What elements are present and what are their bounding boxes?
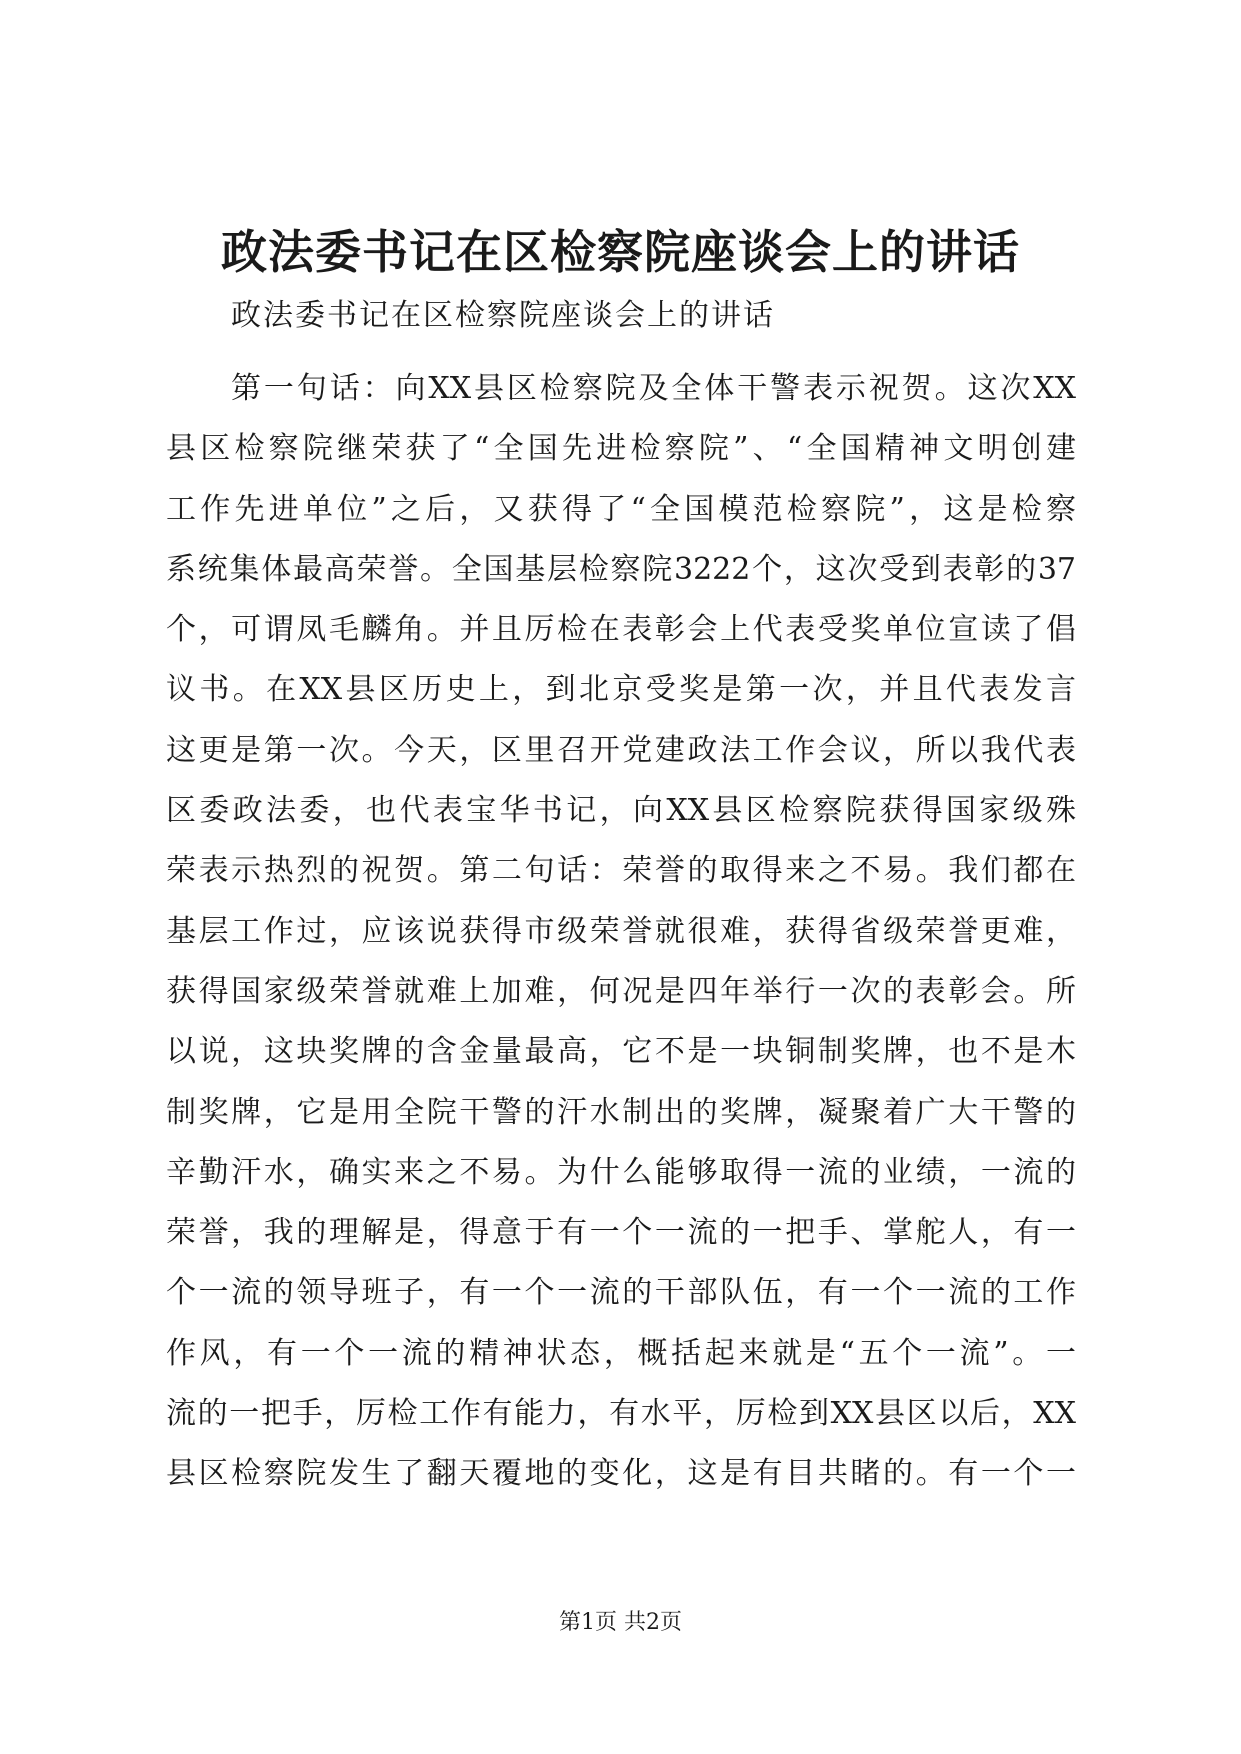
body-line: 个，可谓凤毛麟角。并且厉检在表彰会上代表受奖单位宣读了倡: [166, 612, 1076, 648]
body-line: 个一流的领导班子，有一个一流的干部队伍，有一个一流的工作: [166, 1275, 1076, 1311]
body-line: 基层工作过，应该说获得市级荣誉就很难，获得省级荣誉更难，: [166, 913, 1076, 949]
body-line: 县区检察院继荣获了“全国先进检察院”、“全国精神文明创建: [166, 431, 1076, 467]
body-line: 辛勤汗水，确实来之不易。为什么能够取得一流的业绩，一流的: [166, 1154, 1076, 1190]
body-line: 系统集体最高荣誉。全国基层检察院3222个，这次受到表彰的37: [166, 551, 1076, 587]
body-line: 工作先进单位”之后，又获得了“全国模范检察院”，这是检察: [166, 491, 1076, 527]
body-line: 作风，有一个一流的精神状态，概括起来就是“五个一流”。一: [166, 1335, 1076, 1371]
body-line: 流的一把手，厉检工作有能力，有水平，厉检到XX县区以后，XX: [166, 1396, 1076, 1432]
body-line: 以说，这块奖牌的含金量最高，它不是一块铜制奖牌，也不是木: [166, 1034, 1076, 1070]
body-line: 荣誉，我的理解是，得意于有一个一流的一把手、掌舵人，有一: [166, 1215, 1076, 1251]
document-title: 政法委书记在区检察院座谈会上的讲话: [221, 225, 1020, 279]
body-line: 制奖牌，它是用全院干警的汗水制出的奖牌，凝聚着广大干警的: [166, 1094, 1076, 1130]
body-line: 区委政法委，也代表宝华书记，向XX县区检察院获得国家级殊: [166, 793, 1076, 829]
body-line: 这更是第一次。今天，区里召开党建政法工作会议，所以我代表: [166, 732, 1076, 768]
body-line: 第一句话：向XX县区检察院及全体干警表示祝贺。这次XX: [231, 371, 1076, 406]
body-line: 县区检察院发生了翻天覆地的变化，这是有目共睹的。有一个一: [166, 1456, 1076, 1492]
page-number: 第1页 共2页: [559, 1610, 682, 1635]
body-line: 获得国家级荣誉就难上加难，何况是四年举行一次的表彰会。所: [166, 973, 1076, 1009]
document-subtitle: 政法委书记在区检察院座谈会上的讲话: [231, 298, 775, 333]
body-line: 荣表示热烈的祝贺。第二句话：荣誉的取得来之不易。我们都在: [166, 853, 1076, 889]
body-line: 议书。在XX县区历史上，到北京受奖是第一次，并且代表发言: [166, 672, 1076, 708]
body-text: [166, 359, 1076, 1505]
